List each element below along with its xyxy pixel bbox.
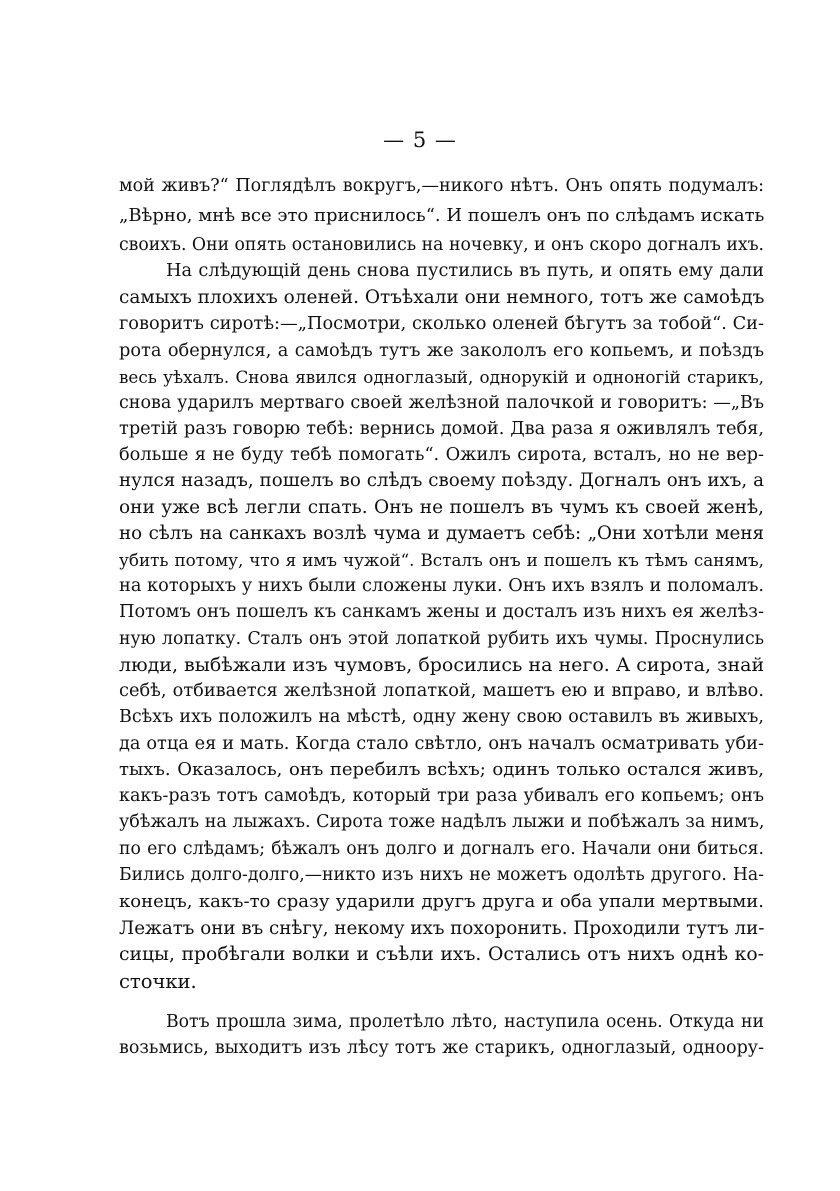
text-line: какъ-разъ тотъ самоѣдъ, который три раза убивалъ его копьемъ; онъ: [119, 786, 764, 806]
text-line: ную лопатку. Сталъ онъ этой лопаткой рубить ихъ чумы. Проснулись: [119, 629, 764, 649]
page-number: — 5 —: [383, 128, 457, 152]
text-line: больше я не буду тебѣ помогать“. Ожилъ сирота, всталъ, но не вер-: [119, 445, 764, 465]
text-line: весь уѣхалъ. Снова явился одноглазый, однорукій и одноногій старикъ,: [119, 367, 764, 387]
text-line: на которыхъ у нихъ были сложены луки. Онъ ихъ взялъ и поломалъ.: [119, 576, 765, 596]
text-line: говоритъ сиротѣ:—„Посмотри, сколько оленей бѣгутъ за тобой“. Си-: [119, 314, 764, 334]
text-line: нулся назадъ, пошелъ во слѣдъ своему поѣзду. Догналъ онъ ихъ, а: [119, 470, 764, 491]
text-line: снова ударилъ мертваго своей желѣзной палочкой и говоритъ: —„Въ: [119, 393, 764, 413]
text-line: Лежатъ они въ снѣгу, некому ихъ похоронить. Проходили тутъ ли-: [119, 918, 765, 939]
text-line: они уже всѣ легли спать. Онъ не пошелъ въ чумъ къ своей женѣ,: [119, 497, 764, 518]
text-line: убить потому, что я имъ чужой“. Всталъ онъ и пошелъ къ тѣмъ санямъ,: [119, 550, 764, 570]
text-line: Бились долго-долго,—никто изъ нихъ не можетъ одолѣть другого. На-: [119, 865, 764, 885]
text-line: возьмись, выходитъ изъ лѣсу тотъ же старикъ, одноглазый, одноору-: [119, 1038, 764, 1058]
text-line: мой живъ?“ Поглядѣлъ вокругъ,—никого нѣтъ. Онъ опять подумалъ:: [119, 176, 764, 196]
text-line: Потомъ онъ пошелъ къ санкамъ жены и досталъ изъ нихъ ея желѣз-: [119, 602, 764, 622]
text-line: Вотъ прошла зима, пролетѣло лѣто, наступила осень. Откуда ни: [166, 1012, 764, 1032]
text-line: конецъ, какъ-то сразу ударили другъ друга и оба упали мертвыми.: [119, 891, 764, 912]
text-line: убѣжалъ на лыжахъ. Сирота тоже надѣлъ лыжи и побѣжалъ за нимъ,: [119, 812, 765, 832]
text-line: „Вѣрно, мнѣ все это приснилось“. И пошелъ онъ по слѣдамъ искать: [119, 205, 765, 226]
text-line: сицы, пробѣгали волки и съѣли ихъ. Остались отъ нихъ однѣ ко-: [119, 944, 764, 965]
text-line: но сѣлъ на санкахъ возлѣ чума и думаетъ себѣ: „Они хотѣли меня: [119, 523, 764, 544]
text-line: сточки.: [119, 970, 197, 993]
text-line: своихъ. Они опять остановились на ночевку, и онъ скоро догналъ ихъ.: [119, 235, 765, 255]
text-line: самыхъ плохихъ оленей. Отъѣхали они немного, тотъ же самоѣдъ: [119, 287, 765, 308]
text-line: по его слѣдамъ; бѣжалъ онъ долго и догналъ его. Начали они биться.: [119, 839, 764, 859]
text-line: да отца ея и мать. Когда стало свѣтло, онъ началъ осматривать уби-: [119, 734, 764, 754]
text-line: третій разъ говорю тебѣ: вернись домой. Два раза я оживлялъ тебя,: [119, 419, 764, 439]
text-line: На слѣдующій день снова пустились въ путь, и опять ему дали: [166, 261, 764, 281]
text-line: себѣ, отбивается желѣзной лопаткой, машетъ ею и вправо, и влѣво.: [119, 681, 764, 701]
text-line: тыхъ. Оказалось, онъ перебилъ всѣхъ; одинъ только остался живъ,: [119, 759, 764, 780]
text-line: люди, выбѣжали изъ чумовъ, бросились на него. А сирота, знай: [119, 654, 765, 676]
text-line: Всѣхъ ихъ положилъ на мѣстѣ, одну жену свою оставилъ въ живыхъ,: [119, 707, 764, 727]
text-line: рота обернулся, а самоѣдъ тутъ же закололъ его копьемъ, и поѣздъ: [119, 341, 764, 361]
